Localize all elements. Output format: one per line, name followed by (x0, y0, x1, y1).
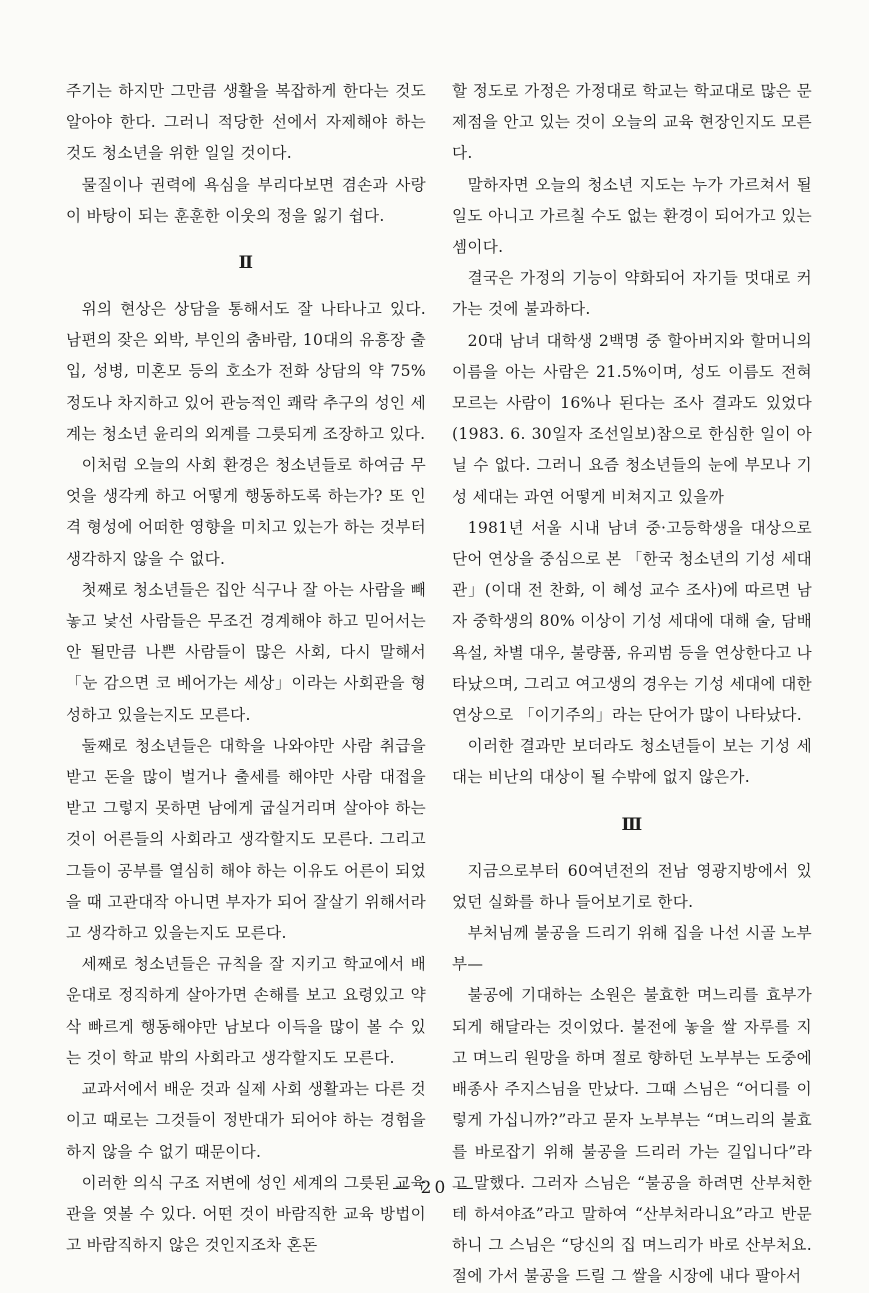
paragraph: 첫째로 청소년들은 집안 식구나 잘 아는 사람을 빼놓고 낯선 사람들은 무조건 경계해야 하고 믿어서는 안 될만큼 나쁜 사람들이 많은 사회, 다시 말해서 「눈 감으면 코 베어가는 세상」이라는 사회관을 형성하고 있을는지도 모른다. (66, 580, 426, 724)
paragraph: 이러한 결과만 보더라도 청소년들이 보는 기성 세대는 비난의 대상이 될 수밖에 없지 않은가. (452, 737, 812, 787)
paragraph: 이러한 의식 구조 저변에 성인 세계의 그릇된 교육관을 엿볼 수 있다. 어떤 것이 바람직한 교육 방법이고 바람직하지 않은 것인지조차 혼돈 (66, 1173, 426, 1255)
paragraph: 할 정도로 가정은 가정대로 학교는 학교대로 많은 문제점을 안고 있는 것이 오늘의 교육 현장인지도 모른다. (452, 82, 812, 163)
paragraph: 지금으로부터 60여년전의 전남 영광지방에서 있었던 실화를 하나 들어보기로 한다. (452, 861, 812, 911)
paragraph: 이처럼 오늘의 사회 환경은 청소년들로 하여금 무엇을 생각케 하고 어떻게 행동하도록 하는가? 또 인격 형성에 어떠한 영향을 미치고 있는가 하는 것부터 생각하지 않을 수 없다. (66, 456, 426, 568)
paragraph: 부처님께 불공을 드리기 위해 집을 나선 시골 노부부— (452, 924, 812, 974)
paragraph: 세째로 청소년들은 규칙을 잘 지키고 학교에서 배운대로 정직하게 살아가면 손해를 보고 요령있고 약삭 빠르게 행동해야만 남보다 이득을 많이 볼 수 있는 것이 학교 밖의 사회라고 생각할지도 모른다. (66, 955, 426, 1067)
paragraph: 1981년 서울 시내 남녀 중·고등학생을 대상으로 단어 연상을 중심으로 본 「한국 청소년의 기성 세대관」(이대 전 찬화, 이 혜성 교수 조사)에 따르면 남자 중학생의 80% 이상이 기성 세대에 대해 술, 담배 욕설, 차별 대우, 불량품, 유괴범 등을 연상한다고 나타났으며, 그리고 여고생의 경우는 기성 세대에 대한 연상으로 「이기주의」라는 단어가 많이 나타났다. (452, 518, 812, 725)
left-column (66, 76, 426, 1261)
paragraph: 주기는 하지만 그만큼 생활을 복잡하게 한다는 것도 알아야 한다. 그러니 적당한 선에서 자제해야 하는 것도 청소년을 위한 일일 것이다. (66, 82, 426, 163)
section-numeral: Ⅲ (621, 814, 643, 835)
page-number: — 20 — (392, 1178, 477, 1198)
paragraph: 결국은 가정의 기능이 약화되어 자기들 멋대로 커가는 것에 불과하다. (452, 269, 812, 319)
paragraph: 말하자면 오늘의 청소년 지도는 누가 가르쳐서 될 일도 아니고 가르칠 수도 없는 환경이 되어가고 있는 셈이다. (452, 175, 812, 257)
section-numeral: Ⅱ (238, 253, 254, 274)
paragraph: 물질이나 권력에 욕심을 부리다보면 겸손과 사랑이 바탕이 되는 훈훈한 이웃의 정을 잃기 쉽다. (66, 175, 426, 225)
paragraph: 둘째로 청소년들은 대학을 나와야만 사람 취급을 받고 돈을 많이 벌거나 출세를 해야만 사람 대접을 받고 그렇지 못하면 남에게 굽실거리며 살아야 하는 것이 어른들의 사회라고 생각할지도 모른다. 그리고 그들이 공부를 열심히 해야 하는 이유도 어른이 되었을 때 고관대작 아니면 부자가 되어 잘살기 위해서라고 생각하고 있을는지도 모른다. (66, 736, 426, 943)
paragraph: 위의 현상은 상담을 통해서도 잘 나타나고 있다. 남편의 잦은 외박, 부인의 춤바람, 10대의 유흥장 출입, 성병, 미혼모 등의 호소가 전화 상담의 약 75% 정도나 차지하고 있어 관능적인 쾌락 추구의 성인 세계는 청소년 윤리의 외계를 그릇되게 조장하고 있다. (66, 300, 426, 443)
right-column (452, 76, 812, 1293)
paragraph: 교과서에서 배운 것과 실제 사회 생활과는 다른 것이고 때로는 그것들이 정반대가 되어야 하는 경험을 하지 않을 수 없기 때문이다. (66, 1080, 426, 1161)
paragraph: 20대 남녀 대학생 2백명 중 할아버지와 할머니의 이름을 아는 사람은 21.5%이며, 성도 이름도 전혀 모르는 사람이 16%나 된다는 조사 결과도 있었다(1983. 6. 30일자 조선일보)참으로 한심한 일이 아닐 수 없다. 그러니 요즘 청소년들의 눈에 부모나 기성 세대는 과연 어떻게 비쳐지고 있을까 (452, 331, 812, 506)
paragraph: 불공에 기대하는 소원은 불효한 며느리를 효부가 되게 해달라는 것이었다. 불전에 놓을 쌀 자루를 지고 며느리 원망을 하며 절로 향하던 노부부는 도중에 배종사 주지스님을 만났다. 그때 스님은 “어디를 이렇게 가십니까?”라고 묻자 노부부는 “며느리의 불효를 바로잡기 위해 불공을 드리러 가는 길입니다”라고 말했다. 그러자 스님은 “불공을 하려면 산부처한테 하셔야죠”라고 말하여 “산부처라니요”라고 반문하니 그 스님은 “당신의 집 며느리가 바로 산부처요. 절에 가서 불공을 드릴 그 쌀을 시장에 내다 팔아서 (452, 986, 812, 1286)
